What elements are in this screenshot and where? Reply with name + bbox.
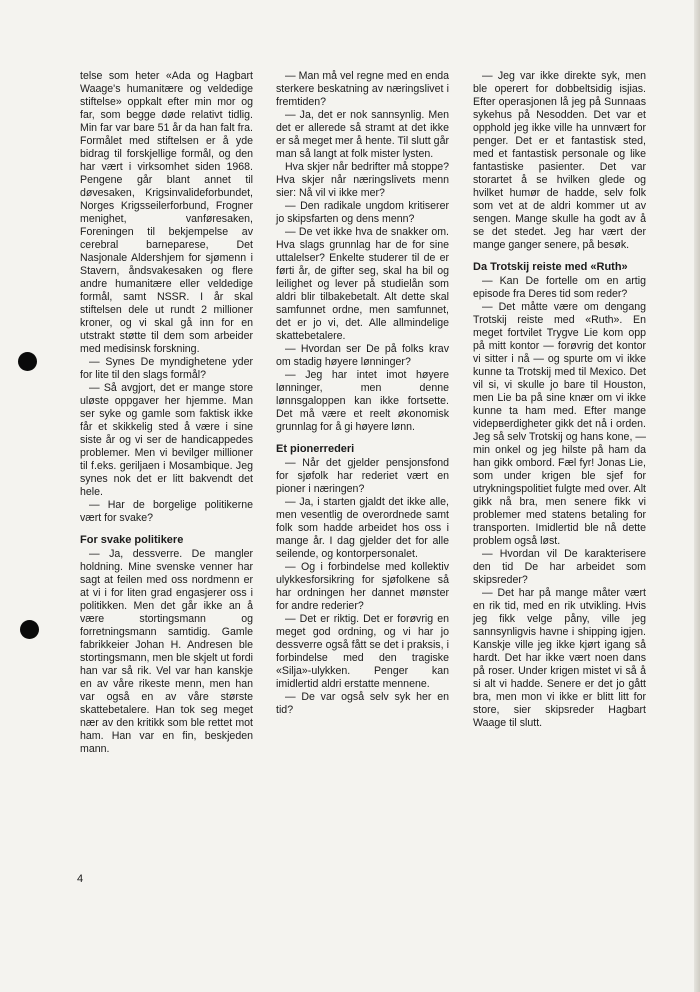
paragraph: — Kan De fortelle om en artig episode fra Deres tid som reder?: [473, 275, 646, 300]
paragraph: — Det har på mange måter vært en rik tid, med en rik utvikling. Hvis jeg fikk velge påny, ville jeg sannsynligvis havne i shipping igjen. Kanskje ville jeg ikke kjørt igang så hardt. Det har ikke vært noen dans på roser. Under krigen mistet vi så å si alt vi hadde. Senere er det jo gått bra, men mon vi ikke er blitt litt for store, sier skipsreder Hagbart Waage til slutt.: [473, 587, 646, 729]
paragraph: — Ja, dessverre. De mangler holdning. Mine svenske venner har sagt at feilen med oss nordmenn er at vi i for liten grad engasjerer oss i politikken. Men det går ikke an å være stortingsmann og forretningsmann samtidig. Gamle fabrikkeier Johan H. Andresen ble stortingsmann, men ble skjelt ut fordi han var så rik. Vel var han kanskje en av våre rikeste menn, men han var også en av våre største skattebetalere. Han tok seg meget nær av den kritikk som ble rettet mot ham. Han var en fin, beskjeden mann.: [80, 548, 253, 755]
paragraph: — Det er riktig. Det er forøvrig en meget god ordning, og vi har jo dessverre også fått se det i praksis, i forbindelse med den tragiske «Silja»-ulykken. Penger kan imidlertid aldri erstatte mennene.: [276, 613, 449, 690]
paragraph: — Jeg har intet imot høyere lønninger, men denne lønnsgaloppen kan ikke fortsette. Det må være et reelt økonomisk grunnlag for å gi høyere lønn.: [276, 369, 449, 433]
page-edge: [694, 0, 700, 992]
paragraph: — Man må vel regne med en enda sterkere beskatning av næringslivet i fremtiden?: [276, 70, 449, 108]
paragraph: — Ja, det er nok sannsynlig. Men det er allerede så stramt at det ikke er så meget mer å hente. Til slutt går man så langt at folk mister lysten.: [276, 109, 449, 160]
paragraph: — Når det gjelder pensjonsfond for sjøfolk har rederiet vært en pioner i næringen?: [276, 457, 449, 495]
text-column-2: [276, 70, 449, 717]
section-heading: Et pionerrederi: [276, 443, 355, 455]
paragraph: — Har de borgelige politikerne vært for svake?: [80, 499, 253, 524]
paragraph: Hva skjer når bedrifter må stoppe? Hva skjer når næringslivets menn sier: Nå vil vi ikke mer?: [276, 161, 449, 199]
punch-hole: [18, 352, 37, 371]
paragraph: telse som heter «Ada og Hagbart Waage's humanitære og veldedige stiftelse» oppkalt efter min mor og far, som begge døde relativt tidlig. Min far var bare 51 år da han falt fra. Formålet med stiftelsen er å yde bidrag til forskjellige formål, og den har vært i virksomhet siden 1968. Pengene går blant annet til døvesaken, Krigsinvalideforbundet, Norges Krigsseilerforbund, Frogner menighet, vanføresaken, Foreningen til bekjempelse av cerebral barneparese, Det Nasjonale Aldershjem for sjømenn i Stavern, åndsvakesaken og flere andre humanitære eller veldedige formål, samt NSSR. I år skal stiftelsen dele ut rundt 2 millioner kroner, og vi skal gå inn for en utstrakt støtte til dem som arbeider med medisinsk forskning.: [80, 70, 253, 355]
paragraph: — De var også selv syk her en tid?: [276, 691, 449, 716]
paragraph: — Så avgjort, det er mange store uløste oppgaver her hjemme. Man ser syke og gamle som faktisk ikke får et skikkelig sted å være i sine siste år og vi ser de handicappedes problemer. Men vi bevilger millioner til f.eks. geriljaen i Mosambique. Jeg synes nok det er litt bakvendt det hele.: [80, 382, 253, 498]
paragraph: — Hvordan vil De karakterisere den tid De har arbeidet som skipsreder?: [473, 548, 646, 586]
page-number: 4: [77, 873, 84, 885]
paragraph: — Synes De myndighetene yder for lite til den slags formål?: [80, 356, 253, 381]
paragraph: — Hvordan ser De på folks krav om stadig høyere lønninger?: [276, 343, 449, 368]
punch-hole: [20, 620, 39, 639]
paragraph: — De vet ikke hva de snakker om. Hva slags grunnlag har de for sine uttalelser? Enkelte studerer til de er førti år, de gifter seg, skal ha bil og leilighet og lever på studielån som aldri blir tilbakebetalt. Alt dette skal samfunnet ordne, men samfunnet, det er jo vi, det. Alle allmindelige skattebetalere.: [276, 226, 449, 342]
paragraph: — Og i forbindelse med kollektiv ulykkesforsikring for sjøfolkene så har ordningen her dannet mønster for andre rederier?: [276, 561, 449, 612]
section-heading: Da Trotskij reiste med «Ruth»: [473, 261, 628, 273]
section-heading: For svake politikere: [80, 534, 184, 546]
paragraph: — Den radikale ungdom kritiserer jo skipsfarten og dens menn?: [276, 200, 449, 225]
paragraph: — Jeg var ikke direkte syk, men ble operert for dobbeltsidig isjias. Efter operasjonen lå jeg på Sunnaas sykehus på Nesodden. Det var et opphold jeg ikke ville ha unnvært for penger. Det er et fantastisk sted, med et fantastisk personale og like fantastiske pasienter. Det var storartet å se hvilken glede og hvilket humør de hadde, selv folk som vet at de aldri kommer ut av sengen. Mange skulle ha godt av å se det stedet. Jeg har vært der mange ganger senere, på besøk.: [473, 70, 646, 251]
text-column-3: [473, 70, 646, 730]
paragraph: — Det måtte være om dengang Trotskij reiste med «Ruth». En meget fortvilet Trygve Lie kom opp på mitt kontor — forøvrig det kontor vi sitter i nå — og spurte om vi ikke kunne ta Trotskij med til Mexico. Det vil si, vi skulle jo bare til Houston, men Lie ba på sine knær om vi ikke kunne ta ham med. Efter mange vidервerdigheter gikk det nå i orden. Jeg så selv Trotskij og hans kone, — min onkel og jeg hilste på ham da han gikk ombord. Fæl fyr! Jonas Lie, som under krigen ble sjef for utrykningspolitiet fulgte med over. Alt gikk nå bra, men senere fikk vi problemer med statens betaling for transporten. Imidlertid ble nå dette problem også løst.: [473, 301, 646, 547]
text-column-1: [80, 70, 253, 756]
paragraph: — Ja, i starten gjaldt det ikke alle, men vesentlig de overordnede samt folk som hadde arbeidet hos oss i mange år. I dag gjelder det for alle seilende, og kontorpersonalet.: [276, 496, 449, 560]
